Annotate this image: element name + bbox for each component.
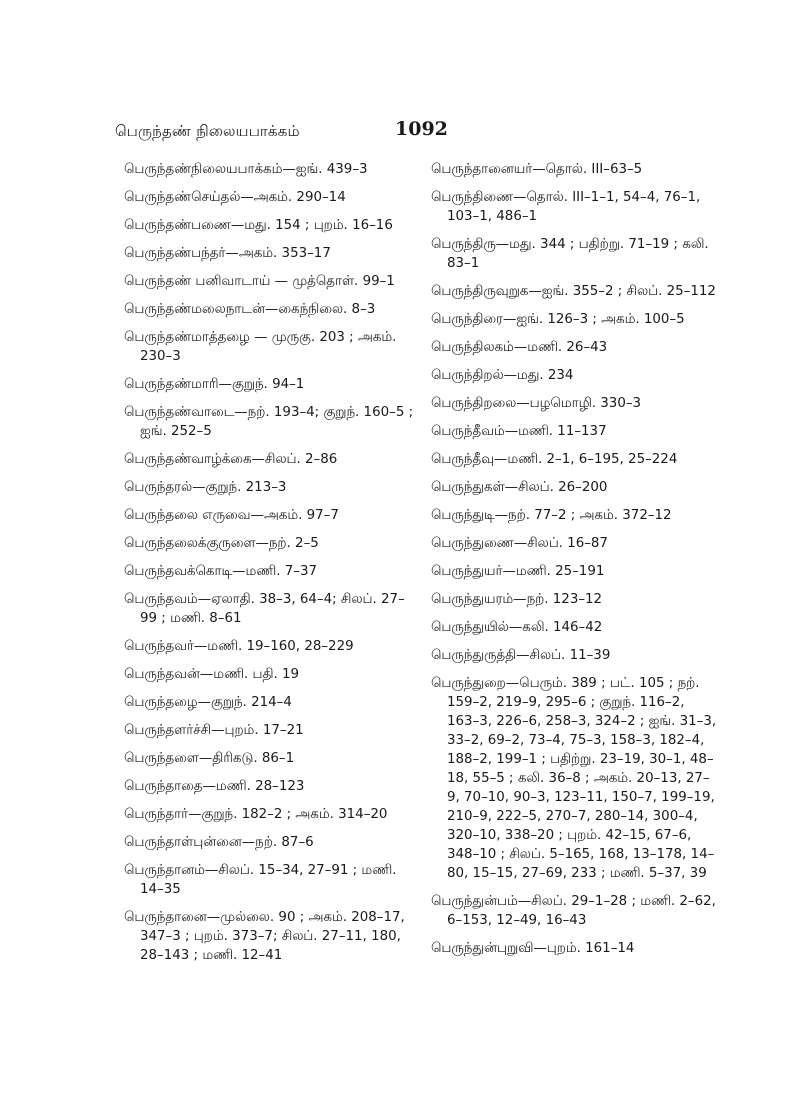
index-entry: பெருந்தலைக்குருளை—நற். 2–5 — [124, 536, 319, 551]
index-entry: பெருந்திருவுறுக—ஐங். 355–2 ; சிலப். 25–112 — [431, 284, 716, 299]
index-entry: பெருந்தீவு—மணி. 2–1, 6–195, 25–224 — [431, 452, 678, 467]
index-entry: பெருந்தவர்—மணி. 19–160, 28–229 — [124, 639, 354, 654]
index-entry: பெருந்துயர்—மணி. 25–191 — [431, 564, 605, 579]
index-column-right — [431, 160, 721, 967]
index-entry: பெருந்தார்—குறுந். 182–2 ; அகம். 314–20 — [124, 807, 388, 822]
index-entry: பெருந்தாதை—மணி. 28–123 — [124, 779, 305, 794]
page-number: 1092 — [395, 118, 448, 140]
index-entry: பெருந்தாள்புன்னை—நற். 87–6 — [124, 835, 314, 850]
index-entry: பெருந்துருத்தி—சிலப். 11–39 — [431, 648, 611, 663]
index-entry: பெருந்தளை—திரிகடு. 86–1 — [124, 751, 295, 766]
index-entry: பெருந்துயரம்—நற். 123–12 — [431, 592, 603, 607]
index-entry: பெருந்தலை எருவை—அகம். 97–7 — [124, 508, 339, 523]
index-entry: பெருந்தவம்—ஏலாதி. 38–3, 64–4; சிலப். 27–99 ; மணி. 8–61 — [124, 592, 405, 626]
index-entry: பெருந்தவன்—மணி. பதி. 19 — [124, 667, 299, 682]
index-entry: பெருந்துணை—சிலப். 16–87 — [431, 536, 608, 551]
index-entry: பெருந்தண்மலைநாடன்—கைந்நிலை. 8–3 — [124, 302, 376, 317]
index-entry: பெருந்தவக்கொடி—மணி. 7–37 — [124, 564, 317, 579]
index-entry: பெருந்திணை—தொல். III–1–1, 54–4, 76–1, 103–1, 486–1 — [431, 190, 701, 224]
index-column-left — [124, 160, 414, 974]
index-entry: பெருந்துறை—பெரும். 389 ; பட். 105 ; நற். 159–2, 219–9, 295–6 ; குறுந். 116–2, 163–3, 226–6, 258–3, 324–2 ; ஐங். 31–3, 33–2, 69–2, 73–4, 75–3, 158–3, 182–4, 188–2, 199–1 ; பதிற்று. 23–19, 30–1, 48–18, 55–5 ; கலி. 36–8 ; அகம். 20–13, 27–9, 70–10, 90–3, 123–11, 150–7, 199–19, 210–9, 222–5, 270–7, 280–14, 300–4, 320–10, 338–20 ; புறம். 42–15, 67–6, 348–10 ; சிலப். 5–165, 168, 13–178, 14–80, 15–15, 27–69, 233 ; மணி. 5–37, 39 — [431, 676, 717, 881]
index-entry: பெருந்தண் பனிவாடாய் — முத்தொள். 99–1 — [124, 274, 395, 289]
index-entry: பெருந்தண்நிலையபாக்கம்—ஐங். 439–3 — [124, 162, 368, 177]
index-entry: பெருந்துகள்—சிலப். 26–200 — [431, 480, 608, 495]
index-entry: பெருந்தானை—முல்லை. 90 ; அகம். 208–17, 347–3 ; புறம். 373–7; சிலப். 27–11, 180, 28–143 ; மணி. 12–41 — [124, 910, 405, 963]
index-entry: பெருந்திறலை—பழமொழி. 330–3 — [431, 396, 642, 411]
index-entry: பெருந்தீவம்—மணி. 11–137 — [431, 424, 607, 439]
page-header — [115, 120, 715, 146]
index-entry: பெருந்தண்செய்தல்—அகம். 290–14 — [124, 190, 346, 205]
index-entry: பெருந்தண்பணை—மது. 154 ; புறம். 16–16 — [124, 218, 393, 233]
index-entry: பெருந்தண்பந்தர்—அகம். 353–17 — [124, 246, 331, 261]
index-entry: பெருந்துன்புறுவி—புறம். 161–14 — [431, 941, 635, 956]
index-entry: பெருந்திரு—மது. 344 ; பதிற்று. 71–19 ; கலி. 83–1 — [431, 237, 709, 271]
index-entry: பெருந்தண்வாழ்க்கை—சிலப். 2–86 — [124, 452, 338, 467]
index-entry: பெருந்தண்மாரி—குறுந். 94–1 — [124, 377, 305, 392]
index-entry: பெருந்திலகம்—மணி. 26–43 — [431, 340, 608, 355]
index-entry: பெருந்துன்பம்—சிலப். 29–1–28 ; மணி. 2–62, 6–153, 12–49, 16–43 — [431, 894, 716, 928]
index-entry: பெருந்திறல்—மது. 234 — [431, 368, 574, 383]
index-entry: பெருந்தழை—குறுந். 214–4 — [124, 695, 292, 710]
index-entry: பெருந்தண்மாத்தழை — முருகு. 203 ; அகம். 230–3 — [124, 330, 397, 364]
index-entry: பெருந்தண்வாடை—நற். 193–4; குறுந். 160–5 ; ஐங். 252–5 — [124, 405, 414, 439]
index-entry: பெருந்துடி—நற். 77–2 ; அகம். 372–12 — [431, 508, 672, 523]
index-entry: பெருந்தரல்—குறுந். 213–3 — [124, 480, 287, 495]
index-entry: பெருந்துயில்—கலி. 146–42 — [431, 620, 603, 635]
index-entry: பெருந்தானையர்—தொல். III–63–5 — [431, 162, 643, 177]
index-entry: பெருந்திரை—ஐங். 126–3 ; அகம். 100–5 — [431, 312, 685, 327]
index-entry: பெருந்தளர்ச்சி—புறம். 17–21 — [124, 723, 304, 738]
running-title: பெருந்தண் நிலையபாக்கம் — [115, 122, 300, 140]
index-entry: பெருந்தானம்—சிலப். 15–34, 27–91 ; மணி. 14–35 — [124, 863, 397, 897]
